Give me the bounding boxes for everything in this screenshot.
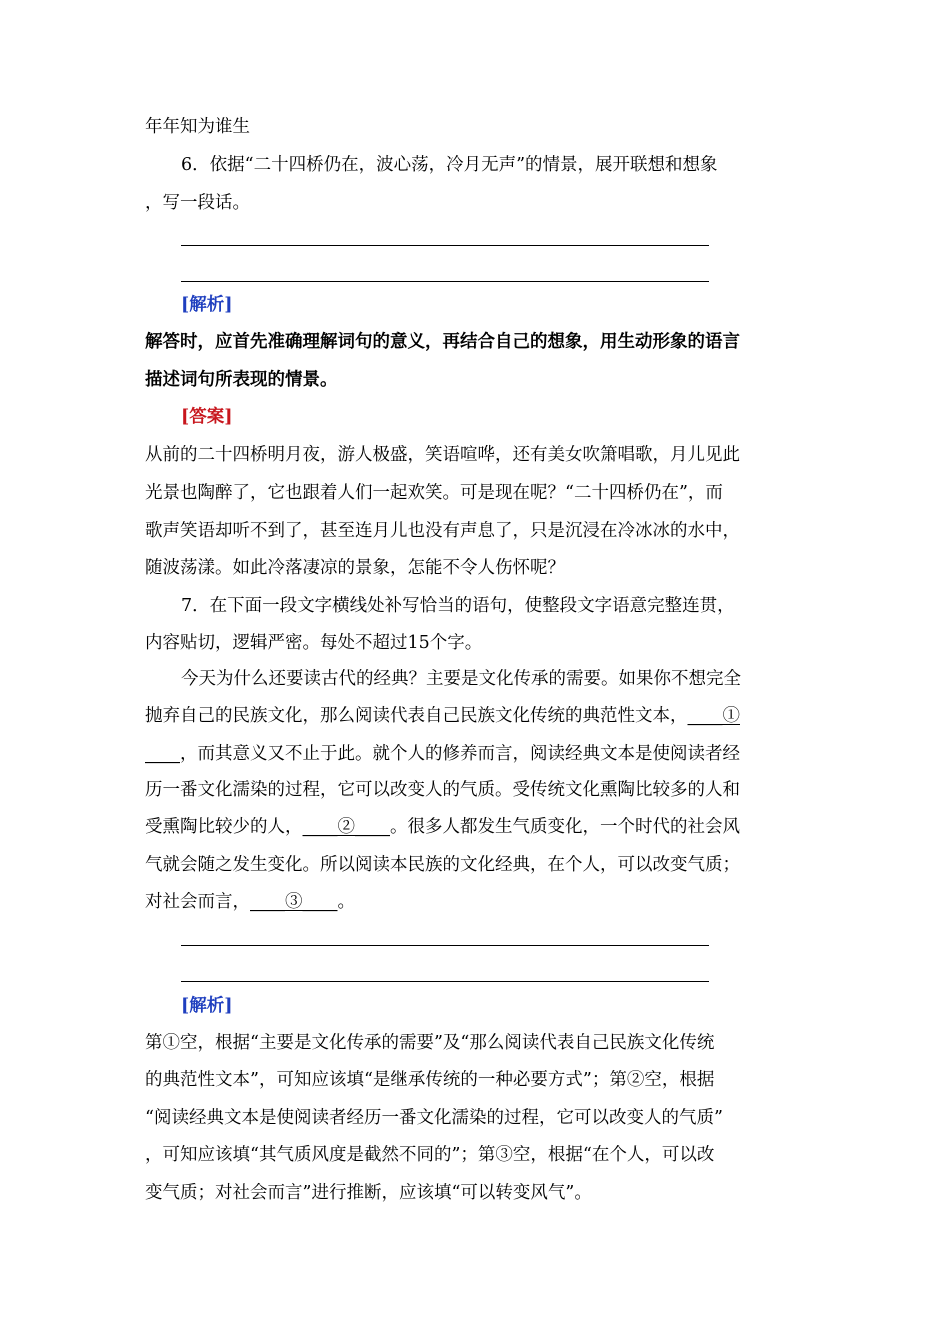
passage-line-4: 历一番文化濡染的过程，它可以改变人的气质。受传统文化熏陶比较多的人和 — [145, 780, 740, 800]
answer-6-line-3: 歌声笑语却听不到了，甚至连月儿也没有声息了，只是沉浸在冷冰冰的水中， — [145, 521, 740, 541]
passage-text: 。 — [337, 892, 355, 912]
analysis-7-line-5: 变气质；对社会而言”进行推断，应该填“可以转变风气”。 — [145, 1183, 592, 1203]
analysis-tag: [解析] — [181, 996, 233, 1016]
answer-blank-line — [181, 981, 709, 982]
passage-text: 抛弃自己的民族文化，那么阅读代表自己民族文化传统的典范性文本， — [145, 706, 688, 726]
analysis-7-line-3: “阅读经典文本是使阅读者经历一番文化濡染的过程，它可以改变人的气质” — [145, 1108, 723, 1128]
passage-line-6: 气就会随之发生变化。所以阅读本民族的文化经典，在个人，可以改变气质； — [145, 855, 740, 875]
answer-6-line-1: 从前的二十四桥明月夜，游人极盛，笑语喧哗，还有美女吹箫唱歌，月儿见此 — [145, 445, 740, 465]
analysis-tag: [解析] — [181, 295, 233, 315]
passage-text: 。很多人都发生气质变化，一个时代的社会风 — [390, 817, 740, 837]
analysis-7-line-1: 第①空，根据“主要是文化传承的需要”及“那么阅读代表自己民族文化传统 — [145, 1033, 715, 1053]
fill-blank-1-tail: ____ — [145, 744, 180, 764]
analysis-7-line-4: ，可知应该填“其气质风度是截然不同的”；第③空，根据“在个人，可以改 — [145, 1145, 715, 1165]
answer-blank-line — [181, 281, 709, 282]
analysis-6-line-2: 描述词句所表现的情景。 — [145, 370, 338, 390]
fill-blank-1: ____① — [687, 706, 740, 726]
answer-6-line-2: 光景也陶醉了，它也跟着人们一起欢笑。可是现在呢？“二十四桥仍在”，而 — [145, 483, 723, 503]
answer-6-line-4: 随波荡漾。如此冷落凄凉的景象，怎能不令人伤怀呢？ — [145, 558, 565, 578]
fill-blank-2: ____②____ — [302, 817, 390, 837]
passage-line-5 — [145, 815, 740, 839]
analysis-6-line-1: 解答时，应首先准确理解词句的意义，再结合自己的想象，用生动形象的语言 — [145, 332, 740, 352]
answer-tag: [答案] — [181, 407, 233, 427]
question-6-line-2: ，写一段话。 — [145, 193, 250, 213]
answer-blank-line — [181, 945, 709, 946]
passage-line-1: 今天为什么还要读古代的经典？主要是文化传承的需要。如果你不想完全 — [181, 669, 741, 689]
passage-text: 对社会而言， — [145, 892, 250, 912]
fill-blank-3: ____③____ — [250, 892, 338, 912]
passage-text: 受熏陶比较少的人， — [145, 817, 303, 837]
passage-line-3 — [145, 742, 740, 766]
analysis-7-line-2: 的典范性文本”，可知应该填“是继承传统的一种必要方式”；第②空，根据 — [145, 1070, 715, 1090]
passage-line-7 — [145, 890, 355, 914]
question-7-line-2: 内容贴切，逻辑严密。每处不超过15个字。 — [145, 633, 483, 653]
question-6-line-1: 6．依据“二十四桥仍在，波心荡，冷月无声”的情景，展开联想和想象 — [181, 155, 718, 175]
question-7-line-1: 7．在下面一段文字横线处补写恰当的语句，使整段文字语意完整连贯， — [181, 596, 735, 616]
previous-answer-tail: 年年知为谁生 — [145, 117, 250, 137]
passage-text: ，而其意义又不止于此。就个人的修养而言，阅读经典文本是使阅读者经 — [180, 744, 740, 764]
answer-blank-line — [181, 245, 709, 246]
passage-line-2 — [145, 704, 740, 728]
